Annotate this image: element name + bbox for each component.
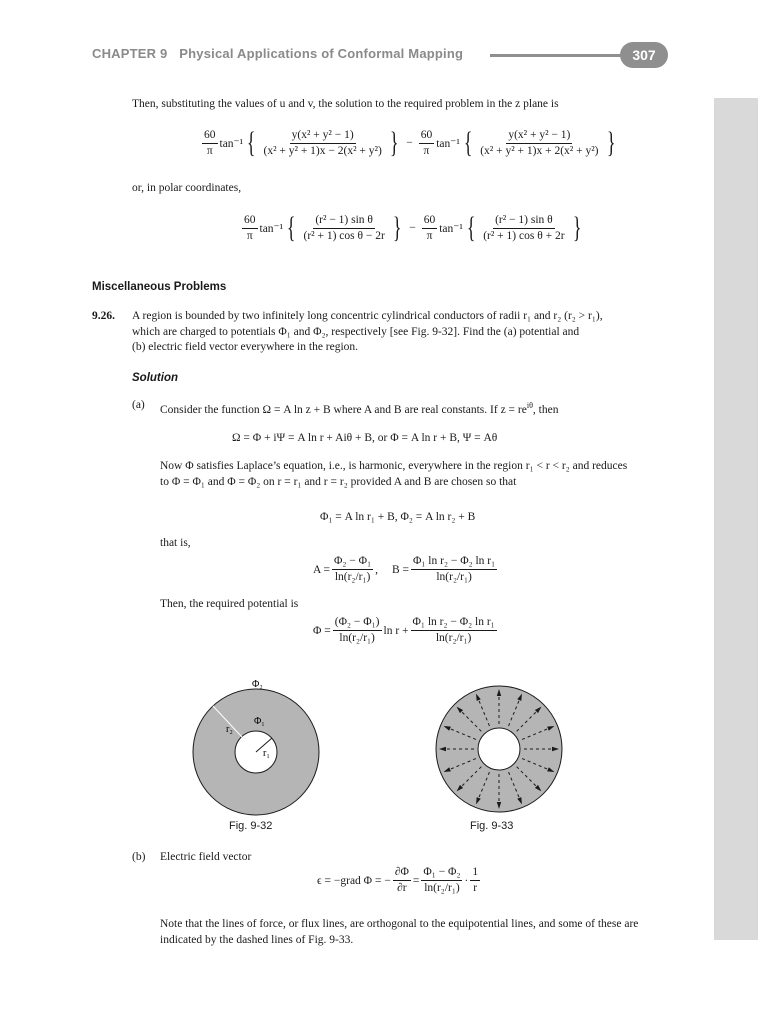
equation-polar: $\frac{60}{\pi}$ tan⁻¹ { $\frac{\text{(r² − 1) sin θ}}{\text{(r² + 1) cos θ − 2r}}$ } − $\frac{60}{\pi}$ tan⁻¹ { $\frac{\text{(r² − 1) sin θ}}{\text{(r² + 1) cos θ + 2r}}$ } — [244, 211, 582, 244]
label-phi1: Φ₁ — [254, 716, 265, 727]
problem-statement: A region is bounded by two infinitely long concentric cylindrical conductors of radii r₁ and r₂ (r₂ > r₁), which are charged to potentials Φ₁ and Φ₂, respectively [see Fig. 9-32]. Find the (a) potential and (b) electric field vector everywhere in the region. — [132, 310, 603, 353]
required-potential-lead: Then, the required potential is — [160, 598, 299, 610]
section-heading: Miscellaneous Problems — [92, 281, 227, 293]
part-b-label: (b) — [132, 851, 146, 863]
label-r1: r₁ — [263, 748, 270, 759]
part-a-intro: Consider the function Ω = A ln z + B where A and B are real constants. If $z = re^{i\theta}$, then — [160, 401, 559, 416]
figure-9-33 — [430, 680, 570, 820]
equation-A-B: A = $\frac{\text{Φ₂ − Φ₁}}{\text{ln(r₂/r₁)}}$ , B = $\frac{\text{Φ₁ ln r₂ − Φ₂ ln r₁}}{\text{ln(r₂/r₁)}}$ — [313, 555, 496, 583]
polar-lead: or, in polar coordinates, — [132, 182, 242, 194]
inner-hole — [478, 728, 520, 770]
running-header — [92, 46, 463, 61]
header-rule — [490, 54, 630, 57]
page-number: 307 — [620, 42, 668, 68]
solution-label: Solution — [132, 372, 178, 384]
part-b-text: Electric field vector — [160, 851, 252, 863]
intro-line: Then, substituting the values of u and v, the solution to the required problem in the z plane is — [132, 98, 559, 110]
that-is: that is, — [160, 537, 191, 549]
label-r2: r₂ — [226, 724, 233, 735]
figure-9-32 — [190, 672, 340, 822]
caption-fig-9-33: Fig. 9-33 — [470, 820, 514, 832]
page-sidebar — [714, 98, 758, 940]
chapter-title: Physical Applications of Conformal Mapping — [179, 46, 464, 61]
equation-omega: Ω = Φ + iΨ = A ln r + Aiθ + B, or Φ = A ln r + B, Ψ = Aθ — [232, 432, 498, 444]
laplace-text: Now Φ satisfies Laplace’s equation, i.e., is harmonic, everywhere in the region r₁ < r < r₂ and reduces to Φ = Φ₁ and Φ = Φ₂ on r = r₁ and r = r₂ provided A and B are chosen so that — [160, 460, 628, 488]
equation-boundary: Φ₁ = A ln r₁ + B, Φ₂ = A ln r₂ + B — [320, 511, 476, 523]
label-phi2: Φ₂ — [252, 679, 263, 690]
chapter-label: CHAPTER 9 — [92, 46, 168, 61]
equation-field: ϵ = −grad Φ = − $\frac{\partial\Phi}{\partial r}$ = $\frac{\text{Φ₁ − Φ₂}}{\text{ln(r₂/r₁)}}$ · $\frac{1}{r}$ — [317, 866, 479, 894]
note-text: Note that the lines of force, or flux lines, are orthogonal to the equipotential lines, and some of these are indicated by the dashed lines of Fig. 9-33. — [160, 918, 639, 946]
part-a-label: (a) — [132, 399, 145, 411]
problem-number: 9.26. — [92, 310, 115, 322]
equation-cartesian: $\frac{60}{\pi}$ tan⁻¹ { $\frac{\text{y(x² + y² − 1)}}{\text{(x² + y² + 1)x − 2(x² + y²)}}$ } − $\frac{60}{\pi}$ tan⁻¹ { $\frac{\text{y(x² + y² − 1)}}{\text{(x² + y² + 1)x + 2(x² + y²)}}$ } — [204, 126, 616, 159]
caption-fig-9-32: Fig. 9-32 — [229, 820, 273, 832]
equation-potential: Φ = $\frac{\text{(Φ₂ − Φ₁)}}{\text{ln(r₂/r₁)}}$ ln r + $\frac{\text{Φ₁ ln r₂ − Φ₂ ln r₁}}{\text{ln(r₂/r₁)}}$ — [313, 616, 495, 644]
